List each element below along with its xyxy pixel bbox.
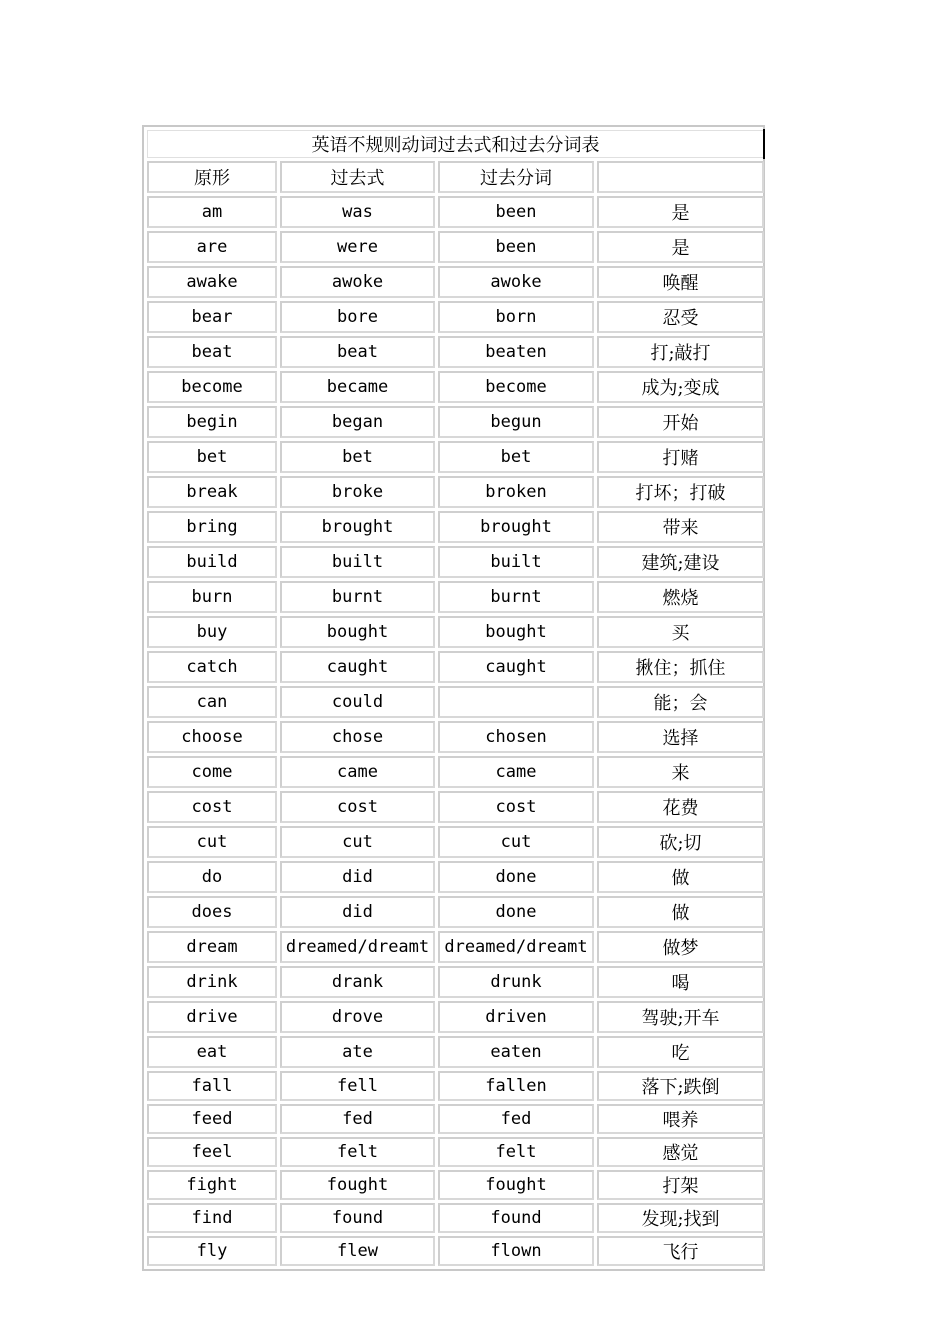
meaning-cell: 做梦	[597, 931, 764, 963]
past-tense-cell: burnt	[280, 581, 435, 613]
past-participle-cell: burnt	[438, 581, 594, 613]
past-tense-cell: were	[280, 231, 435, 263]
past-participle-cell: dreamed/dreamt	[438, 931, 594, 963]
table-row	[147, 1203, 764, 1233]
past-participle-cell: fallen	[438, 1071, 594, 1101]
past-participle-cell: broken	[438, 476, 594, 508]
table-row	[147, 966, 764, 998]
table-row	[147, 896, 764, 928]
title-edge-line	[763, 129, 765, 159]
meaning-cell: 做	[597, 896, 764, 928]
past-participle-cell: flown	[438, 1236, 594, 1266]
base-form-cell: fly	[147, 1236, 277, 1266]
table-row	[147, 1071, 764, 1101]
table-row	[147, 581, 764, 613]
base-form-cell: fight	[147, 1170, 277, 1200]
past-tense-cell: brought	[280, 511, 435, 543]
past-tense-cell: came	[280, 756, 435, 788]
past-tense-cell: broke	[280, 476, 435, 508]
table-row	[147, 546, 764, 578]
past-participle-cell: drunk	[438, 966, 594, 998]
past-participle-cell: felt	[438, 1137, 594, 1167]
past-tense-cell: bore	[280, 301, 435, 333]
past-tense-cell: beat	[280, 336, 435, 368]
meaning-cell: 花费	[597, 791, 764, 823]
past-tense-cell: did	[280, 896, 435, 928]
past-tense-cell: bet	[280, 441, 435, 473]
table-row	[147, 371, 764, 403]
past-tense-cell: ate	[280, 1036, 435, 1068]
base-form-cell: begin	[147, 406, 277, 438]
past-participle-cell: brought	[438, 511, 594, 543]
past-tense-cell: was	[280, 196, 435, 228]
base-form-cell: become	[147, 371, 277, 403]
meaning-cell: 成为;变成	[597, 371, 764, 403]
meaning-cell: 是	[597, 196, 764, 228]
meaning-cell: 带来	[597, 511, 764, 543]
past-tense-cell: fought	[280, 1170, 435, 1200]
base-form-cell: can	[147, 686, 277, 718]
meaning-cell: 是	[597, 231, 764, 263]
past-participle-cell: driven	[438, 1001, 594, 1033]
past-tense-cell: began	[280, 406, 435, 438]
table-row	[147, 476, 764, 508]
table-row	[147, 1104, 764, 1134]
base-form-cell: find	[147, 1203, 277, 1233]
meaning-cell: 选择	[597, 721, 764, 753]
table-row	[147, 1236, 764, 1266]
meaning-cell: 打架	[597, 1170, 764, 1200]
past-participle-cell: bought	[438, 616, 594, 648]
past-participle-cell: cost	[438, 791, 594, 823]
header-row	[147, 161, 764, 193]
base-form-cell: catch	[147, 651, 277, 683]
past-tense-cell: became	[280, 371, 435, 403]
meaning-cell: 揪住；抓住	[597, 651, 764, 683]
past-participle-cell: awoke	[438, 266, 594, 298]
meaning-cell: 开始	[597, 406, 764, 438]
past-participle-cell: bet	[438, 441, 594, 473]
past-tense-cell: bought	[280, 616, 435, 648]
past-participle-cell: done	[438, 861, 594, 893]
base-form-cell: feed	[147, 1104, 277, 1134]
table-row	[147, 231, 764, 263]
base-form-cell: am	[147, 196, 277, 228]
base-form-cell: feel	[147, 1137, 277, 1167]
base-form-cell: come	[147, 756, 277, 788]
base-form-cell: eat	[147, 1036, 277, 1068]
past-tense-cell: cost	[280, 791, 435, 823]
table-row	[147, 1170, 764, 1200]
base-form-cell: drive	[147, 1001, 277, 1033]
header-base-form: 原形	[147, 161, 277, 193]
base-form-cell: cut	[147, 826, 277, 858]
table-row	[147, 511, 764, 543]
base-form-cell: dream	[147, 931, 277, 963]
table-row	[147, 196, 764, 228]
table-row	[147, 756, 764, 788]
past-participle-cell: cut	[438, 826, 594, 858]
table-row	[147, 1001, 764, 1033]
past-participle-cell: beaten	[438, 336, 594, 368]
meaning-cell: 打;敲打	[597, 336, 764, 368]
past-participle-cell: born	[438, 301, 594, 333]
past-tense-cell: drank	[280, 966, 435, 998]
past-tense-cell: chose	[280, 721, 435, 753]
meaning-cell: 砍;切	[597, 826, 764, 858]
past-tense-cell: flew	[280, 1236, 435, 1266]
meaning-cell: 飞行	[597, 1236, 764, 1266]
meaning-cell: 喝	[597, 966, 764, 998]
table-row	[147, 1036, 764, 1068]
past-participle-cell: been	[438, 196, 594, 228]
header-meaning	[597, 161, 764, 193]
irregular-verbs-table-container	[142, 125, 765, 1271]
meaning-cell: 忍受	[597, 301, 764, 333]
meaning-cell: 唤醒	[597, 266, 764, 298]
table-title: 英语不规则动词过去式和过去分词表	[147, 130, 764, 158]
meaning-cell: 感觉	[597, 1137, 764, 1167]
header-past-tense: 过去式	[280, 161, 435, 193]
past-participle-cell: begun	[438, 406, 594, 438]
table-row	[147, 336, 764, 368]
base-form-cell: build	[147, 546, 277, 578]
past-participle-cell: caught	[438, 651, 594, 683]
meaning-cell: 建筑;建设	[597, 546, 764, 578]
meaning-cell: 燃烧	[597, 581, 764, 613]
table-row	[147, 931, 764, 963]
table-row	[147, 406, 764, 438]
table-row	[147, 861, 764, 893]
meaning-cell: 喂养	[597, 1104, 764, 1134]
base-form-cell: bet	[147, 441, 277, 473]
meaning-cell: 买	[597, 616, 764, 648]
past-tense-cell: fell	[280, 1071, 435, 1101]
past-participle-cell: found	[438, 1203, 594, 1233]
past-tense-cell: found	[280, 1203, 435, 1233]
table-row	[147, 791, 764, 823]
base-form-cell: choose	[147, 721, 277, 753]
table-row	[147, 441, 764, 473]
past-participle-cell: become	[438, 371, 594, 403]
past-participle-cell: chosen	[438, 721, 594, 753]
meaning-cell: 打赌	[597, 441, 764, 473]
past-tense-cell: cut	[280, 826, 435, 858]
past-participle-cell: fought	[438, 1170, 594, 1200]
past-tense-cell: caught	[280, 651, 435, 683]
base-form-cell: are	[147, 231, 277, 263]
table-row	[147, 301, 764, 333]
base-form-cell: break	[147, 476, 277, 508]
table-row	[147, 686, 764, 718]
meaning-cell: 来	[597, 756, 764, 788]
base-form-cell: fall	[147, 1071, 277, 1101]
base-form-cell: awake	[147, 266, 277, 298]
meaning-cell: 能；会	[597, 686, 764, 718]
table-row	[147, 826, 764, 858]
past-tense-cell: fed	[280, 1104, 435, 1134]
past-tense-cell: built	[280, 546, 435, 578]
past-tense-cell: drove	[280, 1001, 435, 1033]
table-row	[147, 721, 764, 753]
meaning-cell: 打坏；打破	[597, 476, 764, 508]
meaning-cell: 发现;找到	[597, 1203, 764, 1233]
base-form-cell: drink	[147, 966, 277, 998]
past-participle-cell: came	[438, 756, 594, 788]
past-tense-cell: dreamed/dreamt	[280, 931, 435, 963]
past-participle-cell	[438, 686, 594, 718]
base-form-cell: bring	[147, 511, 277, 543]
base-form-cell: do	[147, 861, 277, 893]
table-row	[147, 651, 764, 683]
past-tense-cell: did	[280, 861, 435, 893]
past-tense-cell: could	[280, 686, 435, 718]
past-tense-cell: felt	[280, 1137, 435, 1167]
table-row	[147, 616, 764, 648]
base-form-cell: beat	[147, 336, 277, 368]
base-form-cell: burn	[147, 581, 277, 613]
base-form-cell: buy	[147, 616, 277, 648]
base-form-cell: bear	[147, 301, 277, 333]
meaning-cell: 吃	[597, 1036, 764, 1068]
past-participle-cell: done	[438, 896, 594, 928]
base-form-cell: does	[147, 896, 277, 928]
past-participle-cell: eaten	[438, 1036, 594, 1068]
irregular-verbs-table	[144, 127, 767, 1269]
base-form-cell: cost	[147, 791, 277, 823]
table-row	[147, 1137, 764, 1167]
past-participle-cell: been	[438, 231, 594, 263]
meaning-cell: 驾驶;开车	[597, 1001, 764, 1033]
meaning-cell: 做	[597, 861, 764, 893]
table-row	[147, 266, 764, 298]
header-past-participle: 过去分词	[438, 161, 594, 193]
past-tense-cell: awoke	[280, 266, 435, 298]
past-participle-cell: built	[438, 546, 594, 578]
meaning-cell: 落下;跌倒	[597, 1071, 764, 1101]
past-participle-cell: fed	[438, 1104, 594, 1134]
